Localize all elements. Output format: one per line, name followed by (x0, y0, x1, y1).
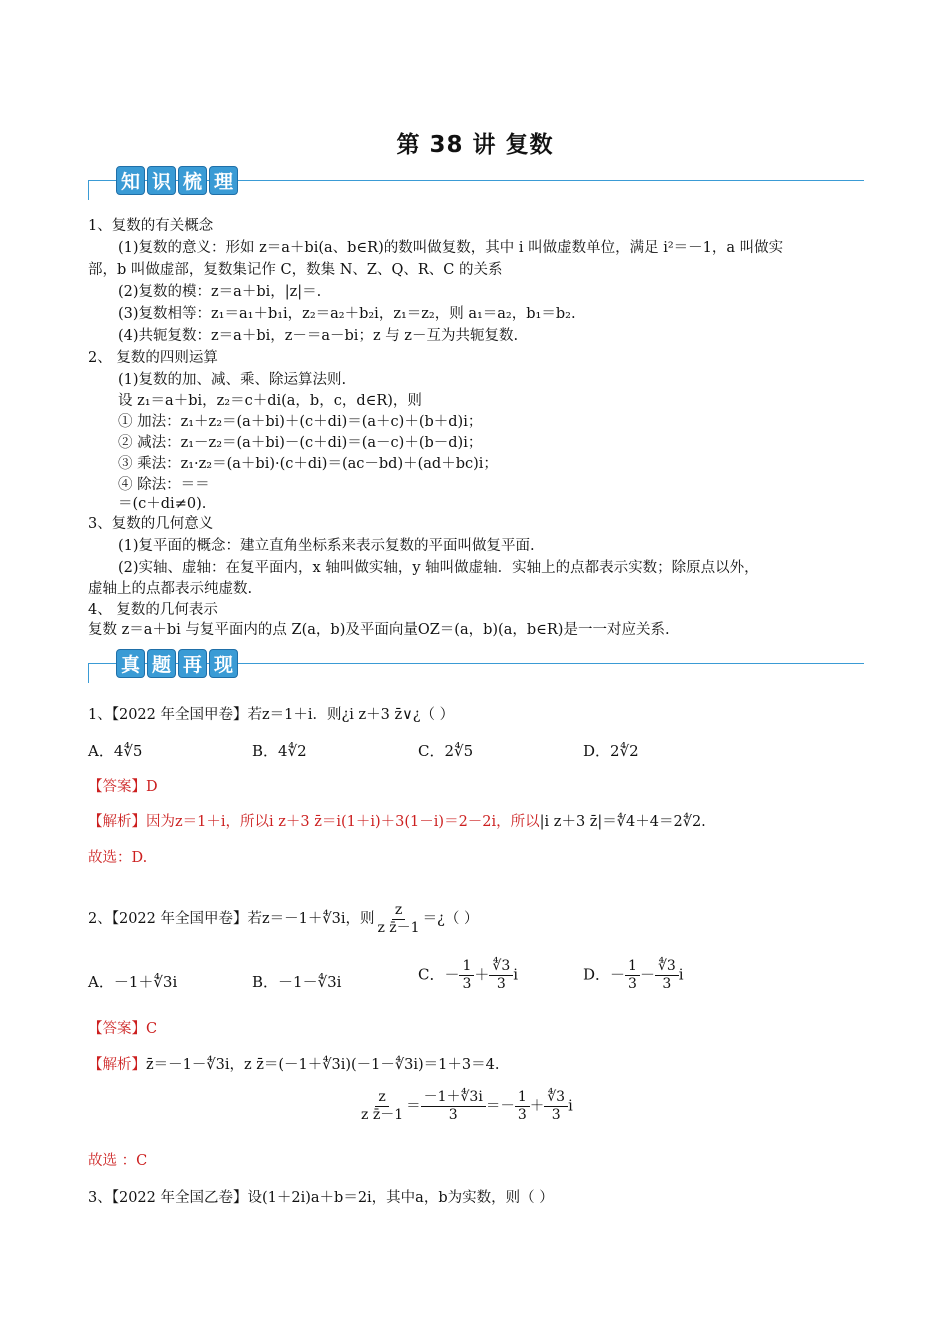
fraction-denominator: 3 (628, 976, 637, 992)
text-line: (3)复数相等：z₁＝a₁＋b₁i，z₂＝a₂＋b₂i，z₁＝z₂，则 a₁＝a₂，b₁＝b₂. (118, 306, 576, 322)
fraction (515, 1089, 530, 1124)
text-line: (2)复数的模：z＝a＋bi，|z|＝. (118, 284, 322, 300)
q1-answer: 【答案】D (88, 779, 158, 795)
text-line: (4)共轭复数：z＝a＋bi，z－＝a－bi；z 与 z－互为共轭复数. (118, 328, 519, 344)
text-line: 复数 z＝a＋bi 与复平面内的点 Z(a，b)及平面向量OZ＝(a，b)(a，b∈R)是一一对应关系. (88, 622, 670, 638)
q1-option-b: B．4∜2 (252, 742, 307, 760)
equation-text: i (568, 1098, 573, 1115)
banner-char: 识 (147, 166, 176, 195)
analysis-label: 【解析】 (88, 1057, 146, 1073)
text-line: ② 减法：z₁－z₂＝(a＋bi)－(c＋di)＝(a－c)＋(b－d)i； (118, 435, 483, 451)
fraction-numerator: z (392, 902, 405, 920)
fraction (459, 958, 474, 993)
fraction-denominator: z z̄－1 (361, 1107, 404, 1123)
fraction-denominator: 3 (496, 976, 506, 992)
text-line: ① 加法：z₁＋z₂＝(a＋bi)＋(c＋di)＝(a＋c)＋(b＋d)i； (118, 414, 483, 430)
fraction-numerator: －1＋∜3i (421, 1089, 486, 1107)
banner-char: 现 (209, 649, 238, 678)
analysis-formula: z̄＝－1－∜3i，z z̄＝(－1＋∜3i)(－1－∜3i)＝1＋3＝4. (146, 1057, 500, 1073)
banner-char: 真 (116, 649, 145, 678)
stem-text: ＝¿（ ） (422, 911, 479, 927)
fraction-denominator: z z̄－1 (377, 919, 420, 936)
option-text: D．－ (583, 965, 626, 984)
q1-conclusion: 故选：D. (88, 850, 148, 866)
fraction (374, 902, 422, 937)
section-heading: 2、 复数的四则运算 (88, 350, 218, 366)
text-line: 设 z₁＝a＋bi，z₂＝c＋di(a，b，c，d∈R)，则 (118, 393, 422, 409)
banner-rule-left (88, 663, 89, 683)
option-text: － (639, 965, 655, 984)
question-1-stem: 1、【2022 年全国甲卷】若z＝1＋i．则¿i z＋3 z̄∨¿（ ） (88, 707, 455, 723)
fraction-denominator: 3 (462, 976, 472, 992)
q2-answer: 【答案】C (88, 1021, 158, 1037)
q2-option-b: B．－1－∜3i (252, 973, 342, 991)
section-heading: 1、复数的有关概念 (88, 218, 214, 234)
fraction-numerator: ∜3 (655, 958, 679, 976)
equation-text: ＝ (406, 1098, 421, 1115)
section-heading: 3、复数的几何意义 (88, 516, 214, 532)
fraction-numerator: 1 (515, 1089, 530, 1107)
text-line: (1)复数的加、减、乘、除运算法则. (118, 372, 347, 388)
banner-char: 知 (116, 166, 145, 195)
option-text: i (513, 965, 519, 984)
fraction-numerator: ∜3 (544, 1089, 568, 1107)
text-line: 部，b 叫做虚部，复数集记作 C，数集 N、Z、Q、R、C 的关系 (88, 262, 503, 278)
option-text: C．－ (418, 965, 460, 984)
q2-equation (358, 1089, 573, 1124)
text-line: ④ 除法：＝＝ (118, 477, 210, 493)
banner-char: 理 (209, 166, 238, 195)
text-line: (2)实轴、虚轴：在复平面内，x 轴叫做实轴，y 轴叫做虚轴．实轴上的点都表示实数；除原点以外， (118, 560, 759, 576)
fraction (544, 1089, 568, 1124)
fraction (358, 1089, 406, 1124)
fraction-numerator: ∜3 (489, 958, 513, 976)
q2-option-c (418, 958, 518, 993)
text-line: (1)复数的意义：形如 z＝a＋bi(a、b∈R)的数叫做复数，其中 i 叫做虚数单位，满足 i²＝－1，a 叫做实 (118, 240, 784, 256)
text-line: 虚轴上的点都表示纯虚数. (88, 581, 253, 597)
analysis-text: 因为z＝1＋i，所以i z＋3 z̄＝i(1＋i)＋3(1－i)＝2－2i，所以 (146, 814, 540, 830)
page-title: 第 38 讲 复数 (396, 132, 554, 158)
q2-analysis (88, 1055, 499, 1075)
equation-text: ＋ (529, 1098, 545, 1115)
fraction-numerator: 1 (459, 958, 474, 976)
q1-analysis (88, 812, 706, 832)
fraction-denominator: 3 (662, 976, 672, 992)
section-banner-knowledge (88, 166, 864, 200)
q2-conclusion: 故选 ：C (88, 1153, 148, 1169)
section-banner-exam (88, 649, 864, 683)
option-text: ＋ (474, 965, 490, 984)
fraction (421, 1089, 486, 1124)
equation-text: ＝－ (485, 1098, 515, 1115)
banner-char: 梳 (178, 166, 207, 195)
fraction-denominator: 3 (551, 1107, 561, 1123)
banner-rule-left (88, 180, 89, 200)
text-line: ③ 乘法：z₁·z₂＝(a＋bi)·(c＋di)＝(ac－bd)＋(ad＋bc)i； (118, 456, 498, 472)
text-line: ＝(c＋di≠0). (118, 496, 207, 512)
q1-option-d: D．2∜2 (583, 742, 639, 760)
fraction-numerator: 1 (625, 958, 640, 976)
fraction (655, 958, 679, 993)
q1-option-c: C．2∜5 (418, 742, 474, 760)
text-line: (1)复平面的概念：建立直角坐标系来表示复数的平面叫做复平面. (118, 538, 535, 554)
fraction (625, 958, 640, 993)
fraction-denominator: 3 (448, 1107, 458, 1123)
fraction-denominator: 3 (517, 1107, 527, 1123)
analysis-formula: |i z＋3 z̄|＝∜4＋4＝2∜2. (539, 814, 706, 830)
banner-char: 再 (178, 649, 207, 678)
question-2-stem (88, 899, 478, 939)
fraction-numerator: z (375, 1089, 388, 1107)
analysis-label: 【解析】 (88, 814, 146, 830)
stem-text: 2、【2022 年全国甲卷】若z＝－1＋∜3i，则 (88, 911, 375, 927)
option-text: i (678, 965, 684, 984)
fraction (489, 958, 513, 993)
banner-char: 题 (147, 649, 176, 678)
question-3-stem: 3、【2022 年全国乙卷】设(1＋2i)a＋b＝2i，其中a，b为实数，则（ ） (88, 1190, 554, 1206)
q1-option-a: A．4∜5 (88, 742, 143, 760)
q2-option-d (583, 958, 684, 993)
section-heading: 4、 复数的几何表示 (88, 602, 218, 618)
q2-option-a: A．－1＋∜3i (88, 973, 178, 991)
